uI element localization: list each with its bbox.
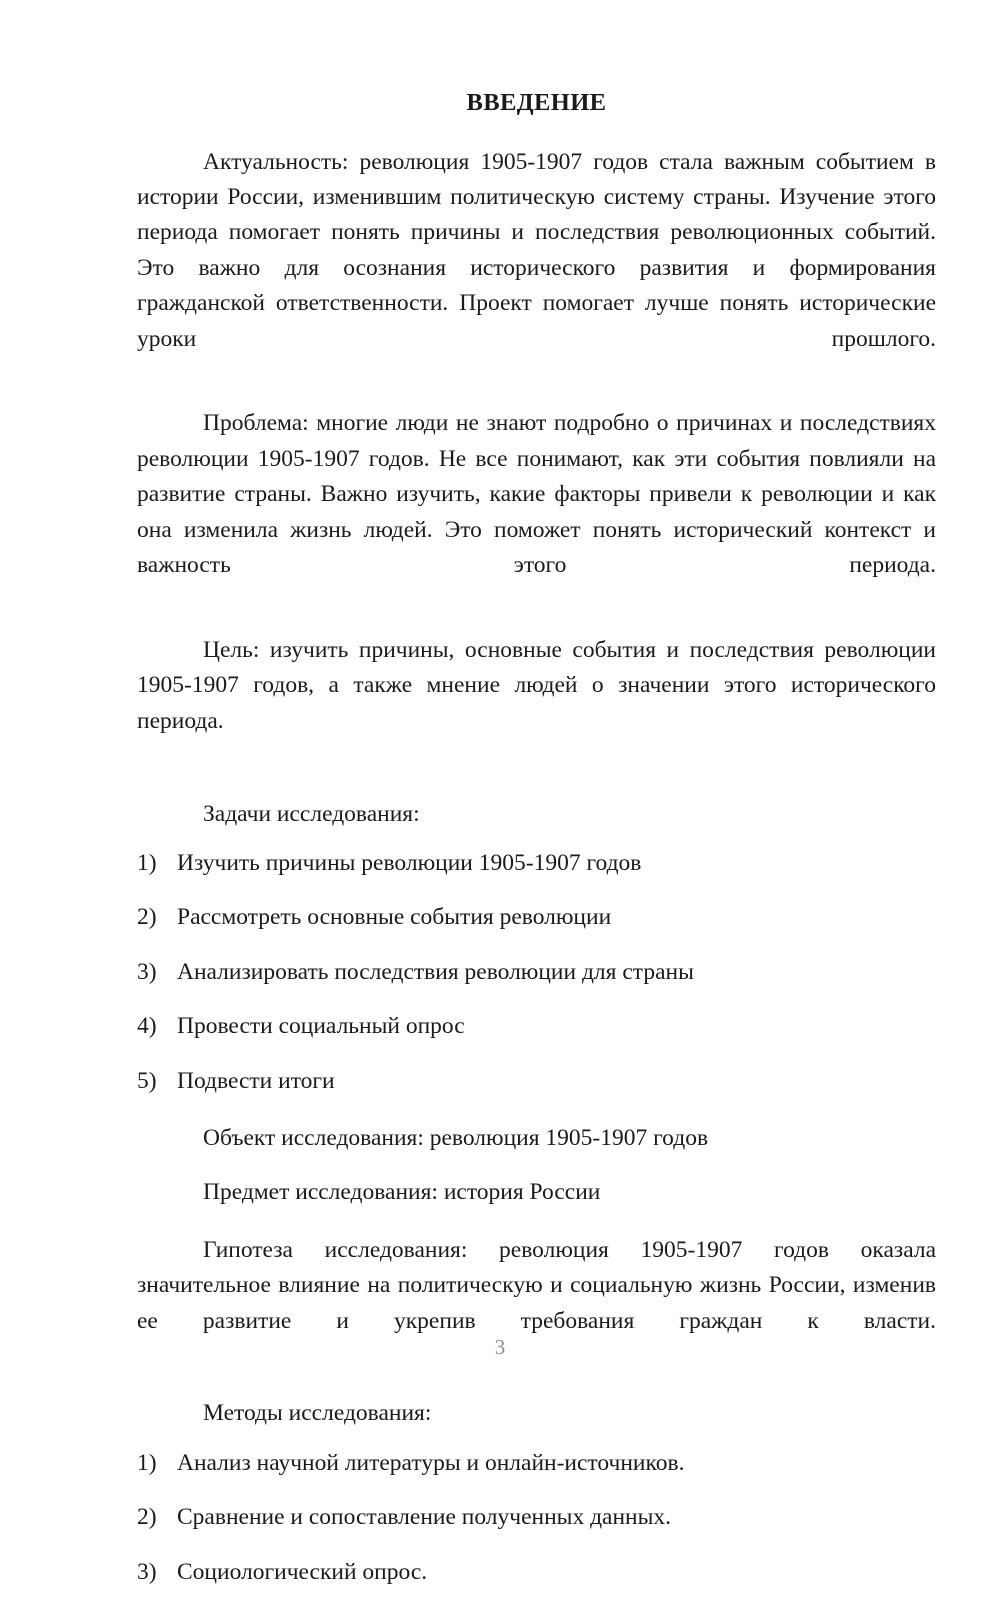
paragraph-goal: Цель: изучить причины, основные события и последствия революции 1905-1907 годов, а также мнение людей о значении этого исторического периода. — [137, 636, 936, 734]
list-item-label: Рассмотреть основные события революции — [177, 904, 612, 931]
list-marker: 1) — [137, 1449, 157, 1476]
tasks-heading: Задачи исследования: — [203, 800, 420, 827]
list-item-label: Социологический опрос. — [177, 1558, 428, 1585]
list-item — [137, 900, 936, 935]
list-marker: 2) — [137, 1504, 157, 1531]
page-title: ВВЕДЕНИЕ — [466, 89, 607, 116]
list-item — [137, 1009, 936, 1044]
methods-heading: Методы исследования: — [203, 1400, 432, 1427]
list-item — [137, 1500, 936, 1535]
list-item — [137, 955, 936, 990]
list-marker: 2) — [137, 904, 157, 931]
list-item-label: Провести социальный опрос — [177, 1013, 465, 1040]
list-item-label: Изучить причины революции 1905-1907 годов — [177, 849, 642, 876]
list-marker: 1) — [137, 849, 157, 876]
list-item-label: Сравнение и сопоставление полученных данных. — [177, 1504, 672, 1531]
list-marker: 3) — [137, 1558, 157, 1585]
research-object-line: Объект исследования: революция 1905-1907 годов — [203, 1124, 709, 1151]
list-item-label: Анализ научной литературы и онлайн-источников. — [177, 1449, 685, 1476]
list-item — [137, 1555, 936, 1590]
list-marker: 3) — [137, 958, 157, 985]
paragraph-problem: Проблема: многие люди не знают подробно о причинах и последствиях революции 1905-1907 годов. Не все понимают, как эти события повлияли на развитие страны. Важно изучить, какие факторы привели к революции и как она изменила жизнь людей. Это поможет понять исторический контекст и важность этого периода. — [137, 410, 936, 579]
methods-list — [137, 1446, 936, 1590]
document-body — [137, 88, 936, 1604]
research-subject-line: Предмет исследования: история России — [203, 1179, 601, 1206]
paragraph-hypothesis: Гипотеза исследования: революция 1905-1907 годов оказала значительное влияние на политическую и социальную жизнь России, изменив ее развитие и укрепив требования граждан к власти. — [137, 1236, 936, 1334]
list-item-label: Анализировать последствия революции для страны — [177, 958, 694, 985]
paragraph-relevance: Актуальность: революция 1905-1907 годов стала важным событием в истории России, изменившим политическую систему страны. Изучение этого периода помогает понять причины и последствия революционных событий. Это важно для осознания исторического развития и формирования гражданской ответственности. Проект помогает лучше понять исторические уроки прошлого. — [137, 148, 936, 352]
page-number: 3 — [494, 1335, 506, 1359]
list-item-label: Подвести итоги — [177, 1067, 335, 1094]
list-item — [137, 1064, 936, 1099]
list-item — [137, 1446, 936, 1481]
list-marker: 4) — [137, 1013, 157, 1040]
list-marker: 5) — [137, 1067, 157, 1094]
list-item — [137, 846, 936, 881]
tasks-list — [137, 846, 936, 1099]
